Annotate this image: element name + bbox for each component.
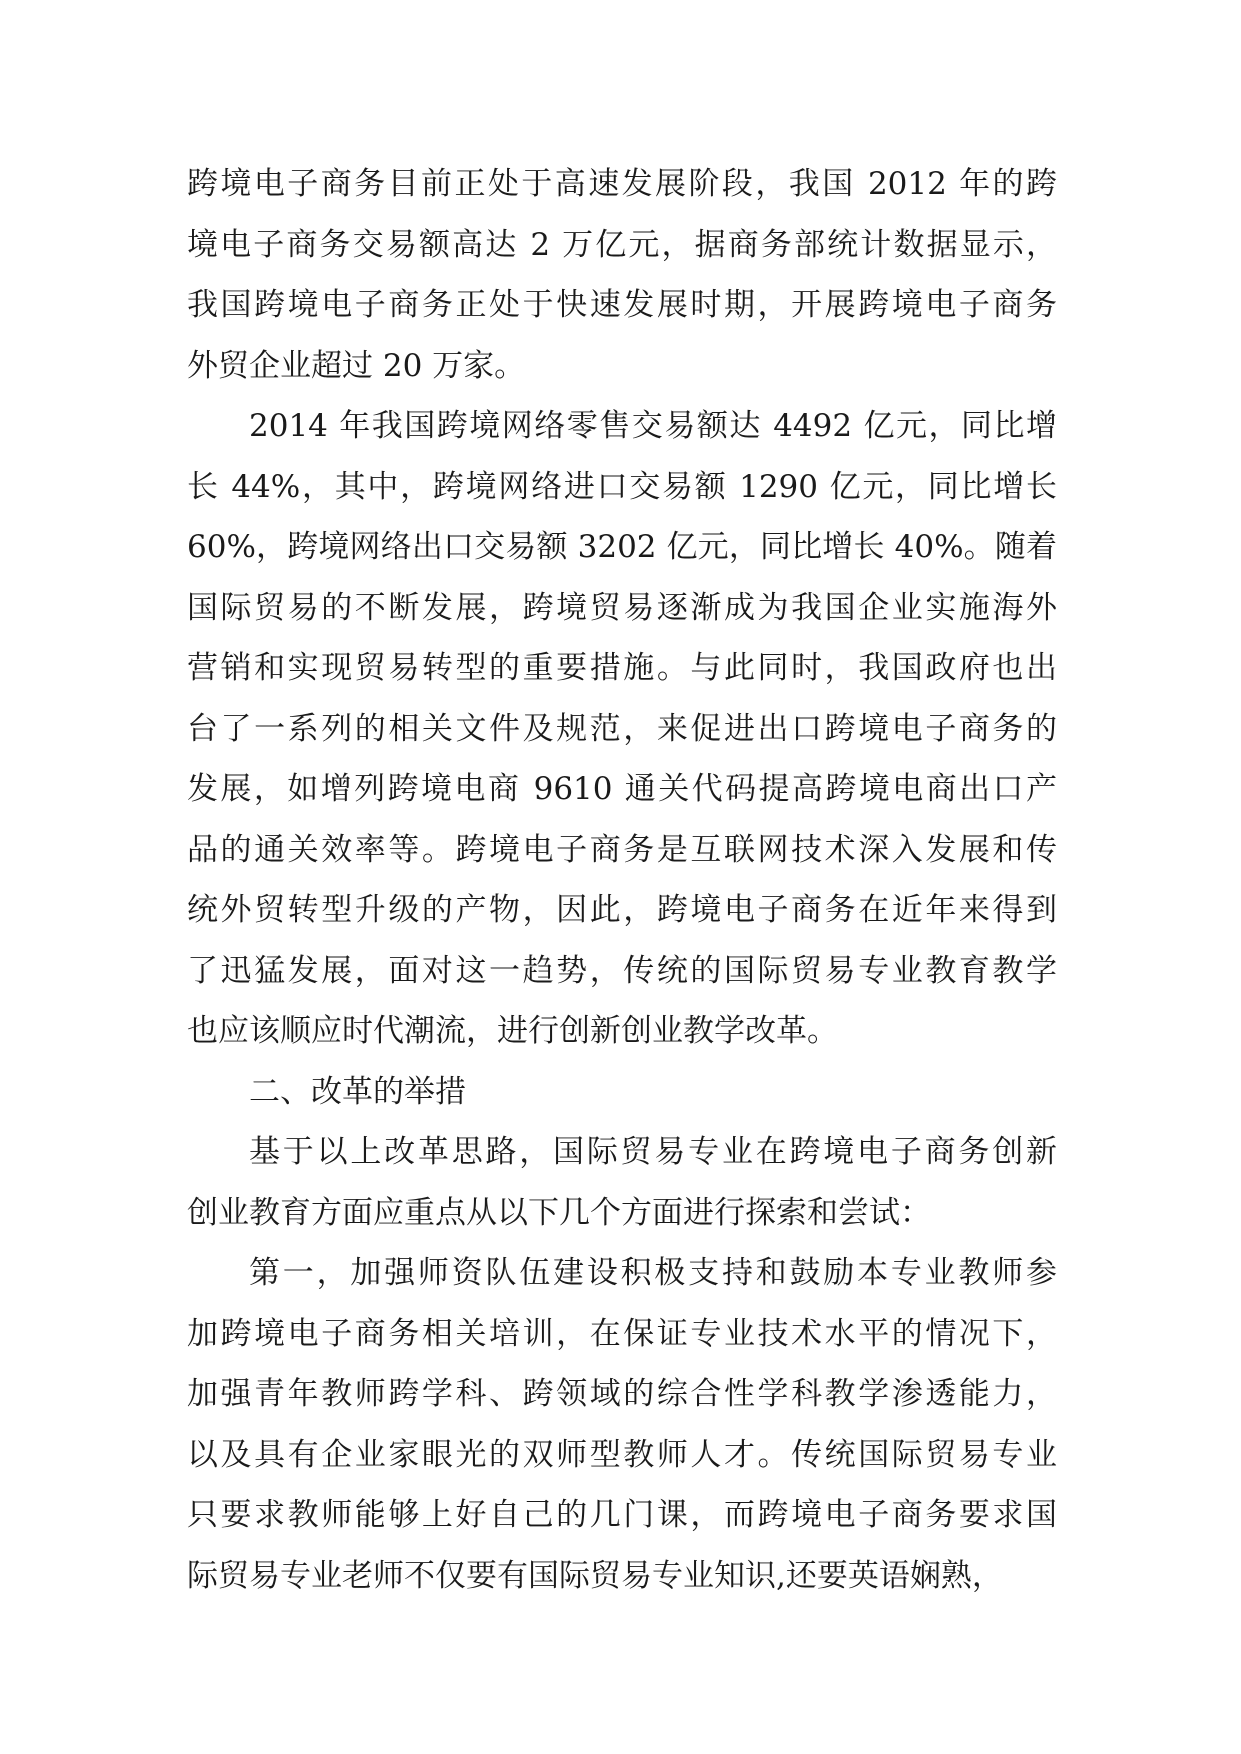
paragraph xyxy=(187,1243,1057,1606)
paragraph xyxy=(187,1062,1057,1123)
text-line: 际贸易专业老师不仅要有国际贸易专业知识,还要英语娴熟， xyxy=(187,1557,1003,1594)
text-line: 了迅猛发展，面对这一趋势，传统的国际贸易专业教育教学 xyxy=(187,952,1057,989)
text-line: 只要求教师能够上好自己的几门课，而跨境电子商务要求国 xyxy=(187,1497,1057,1533)
text-line: 我国跨境电子商务正处于快速发展时期，开展跨境电子商务 xyxy=(187,287,1057,323)
text-line: 二、改革的举措 xyxy=(249,1073,466,1110)
text-line: 长 44%，其中，跨境网络进口交易额 1290 亿元，同比增长 xyxy=(187,468,1057,505)
text-line: 基于以上改革思路，国际贸易专业在跨境电子商务创新 xyxy=(249,1134,1057,1170)
text-line: 境电子商务交易额高达 2 万亿元，据商务部统计数据显示， xyxy=(187,226,1057,263)
text-line: 营销和实现贸易转型的重要措施。与此同时，我国政府也出 xyxy=(187,650,1057,686)
text-line: 也应该顺应时代潮流，进行创新创业教学改革。 xyxy=(187,1013,838,1049)
text-line: 2014 年我国跨境网络零售交易额达 4492 亿元，同比增 xyxy=(249,408,1057,444)
paragraph xyxy=(187,396,1057,1062)
text-line: 跨境电子商务目前正处于高速发展阶段，我国 2012 年的跨 xyxy=(187,166,1057,202)
paragraph xyxy=(187,154,1057,396)
text-line: 加强青年教师跨学科、跨领域的综合性学科教学渗透能力， xyxy=(187,1376,1057,1412)
text-line: 发展，如增列跨境电商 9610 通关代码提高跨境电商出口产 xyxy=(187,771,1057,807)
text-line: 台了一系列的相关文件及规范，来促进出口跨境电子商务的 xyxy=(187,710,1057,747)
text-line: 创业教育方面应重点从以下几个方面进行探索和尝试： xyxy=(187,1194,931,1231)
text-line: 60%，跨境网络出口交易额 3202 亿元，同比增长 40%。随着 xyxy=(187,529,1057,565)
text-line: 以及具有企业家眼光的双师型教师人才。传统国际贸易专业 xyxy=(187,1436,1057,1473)
paragraph xyxy=(187,1122,1057,1243)
document-body xyxy=(187,154,1057,1606)
text-line: 国际贸易的不断发展，跨境贸易逐渐成为我国企业实施海外 xyxy=(187,589,1057,626)
text-line: 外贸企业超过 20 万家。 xyxy=(187,347,526,384)
text-line: 加跨境电子商务相关培训，在保证专业技术水平的情况下， xyxy=(187,1315,1057,1352)
text-line: 统外贸转型升级的产物，因此，跨境电子商务在近年来得到 xyxy=(187,892,1057,928)
text-line: 第一，加强师资队伍建设积极支持和鼓励本专业教师参 xyxy=(249,1255,1057,1291)
text-line: 品的通关效率等。跨境电子商务是互联网技术深入发展和传 xyxy=(187,831,1057,868)
